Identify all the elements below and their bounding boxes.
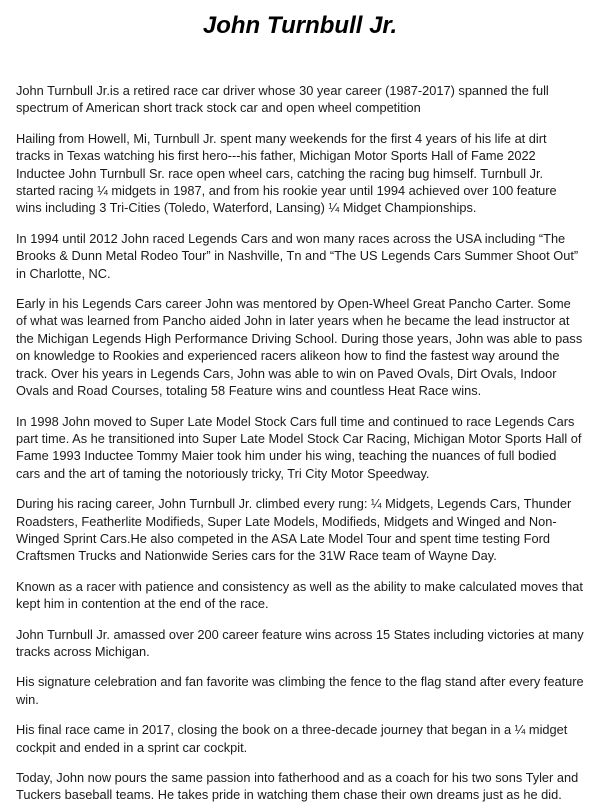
paragraph-early-life: Hailing from Howell, Mi, Turnbull Jr. spent many weekends for the first 4 years of his life at dirt tracks in Texas watching his first hero---his father, Michigan Motor Sports Hall of Fame 2022 Inductee John Turnbull Sr. race open wheel cars, catching the racing bug himself. Turnbull Jr. started racing ¼ midgets in 1987, and from his rookie year until 1994 achieved over 100 feature wins including 3 Tri-Cities (Toledo, Waterford, Lansing) ¼ Midget Championships. xyxy=(16,130,557,216)
paragraph-today: Today, John now pours the same passion into fatherhood and as a coach for his two sons Tyler and Tuckers baseball teams. He takes pride in watching them chase their own dreams just as he did. xyxy=(16,770,579,803)
paragraph-reputation: Known as a racer with patience and consistency as well as the ability to make calculated moves that kept him in contention at the end of the race. xyxy=(16,578,583,612)
paragraph-super-late-models: In 1998 John moved to Super Late Model Stock Cars full time and continued to race Legends Cars part time. As he transitioned into Super Late Model Stock Car Racing, Michigan Motor Sports Hall of Fame 1993 Inductee Tommy Maier took him under his wing, teaching the nuances of full bodied cars and the art of taming the notoriously tricky, Tri City Motor Speedway. xyxy=(16,413,582,481)
paragraph-legends-cars: In 1994 until 2012 John raced Legends Cars and won many races across the USA including “The Brooks & Dunn Metal Rodeo Tour” in Nashville, Tn and “The US Legends Cars Summer Shoot Out” in Charlotte, NC. xyxy=(16,230,579,281)
paragraph-intro: John Turnbull Jr.is a retired race car driver whose 30 year career (1987-2017) spanned the full spectrum of American short track stock car and open wheel competition xyxy=(16,83,549,116)
page-title: John Turnbull Jr. xyxy=(202,12,398,39)
paragraph-celebration: His signature celebration and fan favorite was climbing the fence to the flag stand after every feature win. xyxy=(16,674,584,707)
document-body xyxy=(16,82,584,804)
paragraph-mentorship: Early in his Legends Cars career John was mentored by Open-Wheel Great Pancho Carter. Some of what was learned from Pancho aided John in later years when he became the lead instructor at the Michigan Legends High Performance Driving School. During those years, John was able to pass on knowledge to Rookies and experienced racers alikeon how to find the fastest way around the track. Over his years in Legends Cars, John was able to win on Paved Ovals, Dirt Ovals, Indoor Ovals and Road Courses, totaling 58 Feature wins and countless Heat Race wins. xyxy=(16,296,583,399)
paragraph-wins: John Turnbull Jr. amassed over 200 career feature wins across 15 States including victories at many tracks across Michigan. xyxy=(16,626,584,659)
paragraph-final-race: His final race came in 2017, closing the book on a three-decade journey that began in a ¼ midget cockpit and ended in a sprint car cockpit. xyxy=(16,722,568,755)
paragraph-career-range: During his racing career, John Turnbull Jr. climbed every rung: ¼ Midgets, Legends Cars, Thunder Roadsters, Featherlite Modifieds, Super Late Models, Modifieds, Midgets and Winged and Non-Winged Sprint Cars.He also competed in the ASA Late Model Tour and spent time testing Ford Craftsmen Trucks and Nationwide Series cars for the 31W Race team of Wayne Day. xyxy=(16,496,572,564)
